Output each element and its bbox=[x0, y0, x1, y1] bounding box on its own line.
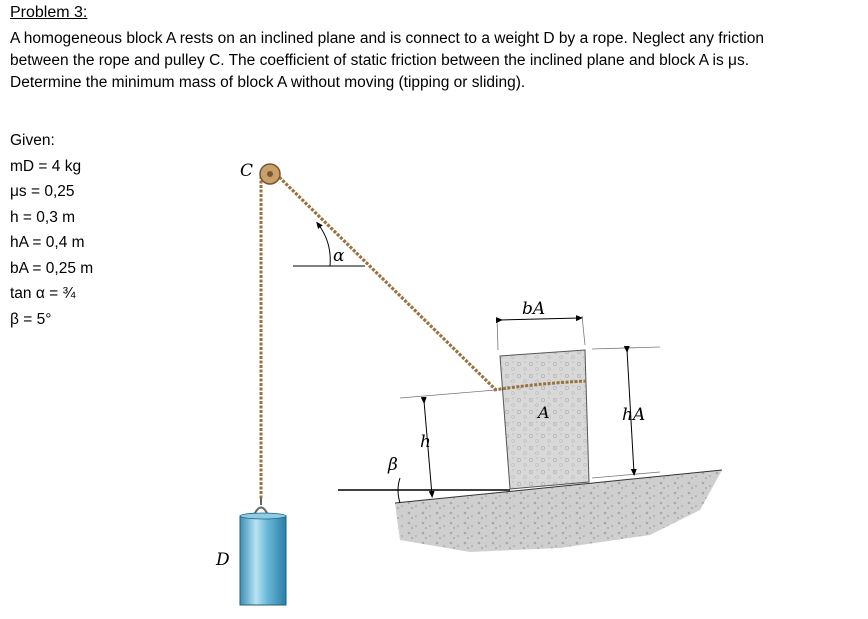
label-h-a: hA bbox=[622, 405, 646, 425]
given-h: h = 0,3 m bbox=[10, 208, 76, 226]
given-tan-alpha: tan α = ¾ bbox=[10, 285, 76, 302]
given-h-a: hA = 0,4 m bbox=[10, 234, 85, 251]
label-b-a: bA bbox=[522, 299, 546, 319]
label-weight-d: D bbox=[216, 550, 230, 570]
ba-extension-left bbox=[497, 318, 498, 350]
label-beta: β bbox=[388, 455, 398, 475]
label-block-a: A bbox=[538, 403, 550, 422]
given-b-a: bA = 0,25 m bbox=[10, 259, 94, 277]
given-mass-d: mD = 4 kg bbox=[10, 157, 82, 175]
pulley-hub bbox=[267, 171, 273, 177]
label-pulley-c: C bbox=[240, 161, 254, 181]
ba-extension-right bbox=[582, 316, 585, 345]
label-h: h bbox=[420, 432, 431, 452]
given-heading: Given: bbox=[10, 132, 55, 149]
weight-hook bbox=[254, 498, 268, 515]
ha-extension-top bbox=[592, 347, 660, 349]
weight-d bbox=[240, 516, 286, 605]
alpha-angle-arc bbox=[318, 224, 330, 266]
label-alpha: α bbox=[333, 246, 345, 266]
given-mu-s: μs = 0,25 bbox=[10, 183, 75, 200]
problem-title: Problem 3: bbox=[10, 4, 88, 21]
statement-line-2: between the rope and pulley C. The coefficient of static friction between the inclined plane and block A is μs. bbox=[10, 52, 750, 69]
weight-d-top bbox=[240, 513, 286, 519]
rope-incline-segment bbox=[276, 174, 496, 390]
h-extension-top bbox=[400, 390, 496, 398]
given-beta: β = 5° bbox=[10, 310, 52, 328]
statement-line-3: Determine the minimum mass of block A without moving (tipping or sliding). bbox=[10, 74, 526, 91]
statement-line-1: A homogeneous block A rests on an inclined plane and is connect to a weight D by a rope. Neglect any friction bbox=[10, 30, 764, 47]
